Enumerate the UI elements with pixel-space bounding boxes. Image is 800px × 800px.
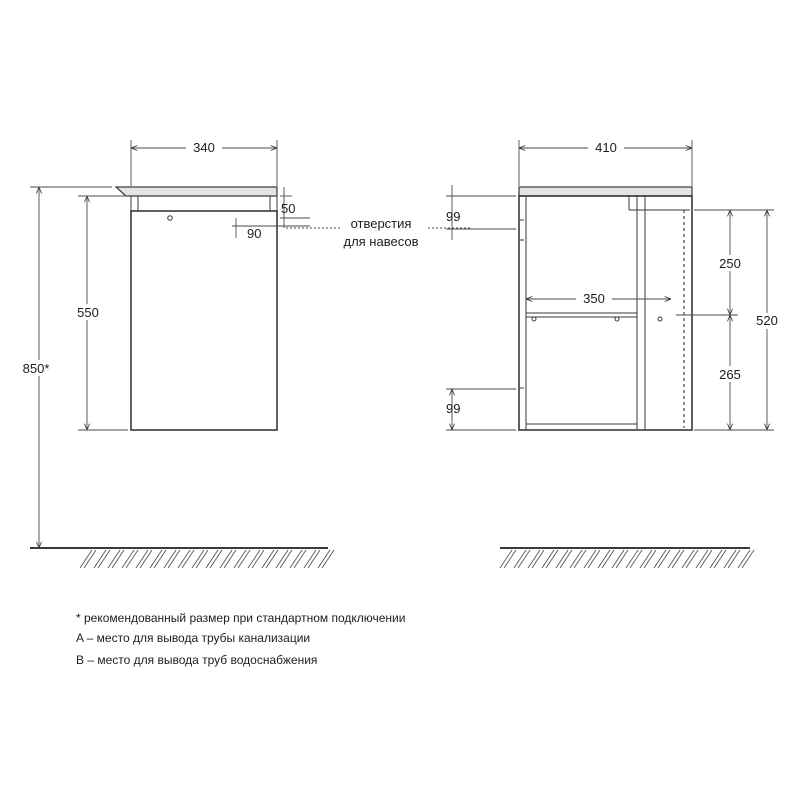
note-sewer-pipe: A – место для вывода трубы канализации <box>76 631 311 645</box>
front-countertop <box>116 187 277 196</box>
floor-left <box>30 548 334 568</box>
front-cabinet-body <box>131 211 277 430</box>
side-shelf <box>526 313 637 317</box>
side-top-hole-label: 99 <box>446 209 461 224</box>
total-height-label: 850* <box>22 361 50 376</box>
callout-line-1: отверстия <box>350 216 412 231</box>
note-water-pipes: B – место для вывода труб водоснабжения <box>76 653 318 667</box>
front-top-rail <box>131 196 277 211</box>
side-inner-width-label: 350 <box>583 291 605 306</box>
callout-line-2: для навесов <box>343 234 419 249</box>
side-view <box>446 139 784 430</box>
notes <box>76 611 405 667</box>
side-bottom-hole-label: 99 <box>446 401 461 416</box>
front-view <box>18 139 340 548</box>
front-height-label: 550 <box>77 305 99 320</box>
upper-section-label: 250 <box>719 256 741 271</box>
right-height-label: 520 <box>756 313 778 328</box>
front-width-label: 340 <box>193 140 215 155</box>
side-width-label: 410 <box>595 140 617 155</box>
hole-offset-label: 90 <box>247 226 262 241</box>
note-recommended-size: * рекомендованный размер при стандартном подключении <box>76 611 406 625</box>
floor-right <box>500 548 754 568</box>
lower-section-label: 265 <box>719 367 741 382</box>
gap-label: 50 <box>281 201 296 216</box>
front-mounting-hole <box>168 216 173 221</box>
side-countertop <box>519 187 692 196</box>
